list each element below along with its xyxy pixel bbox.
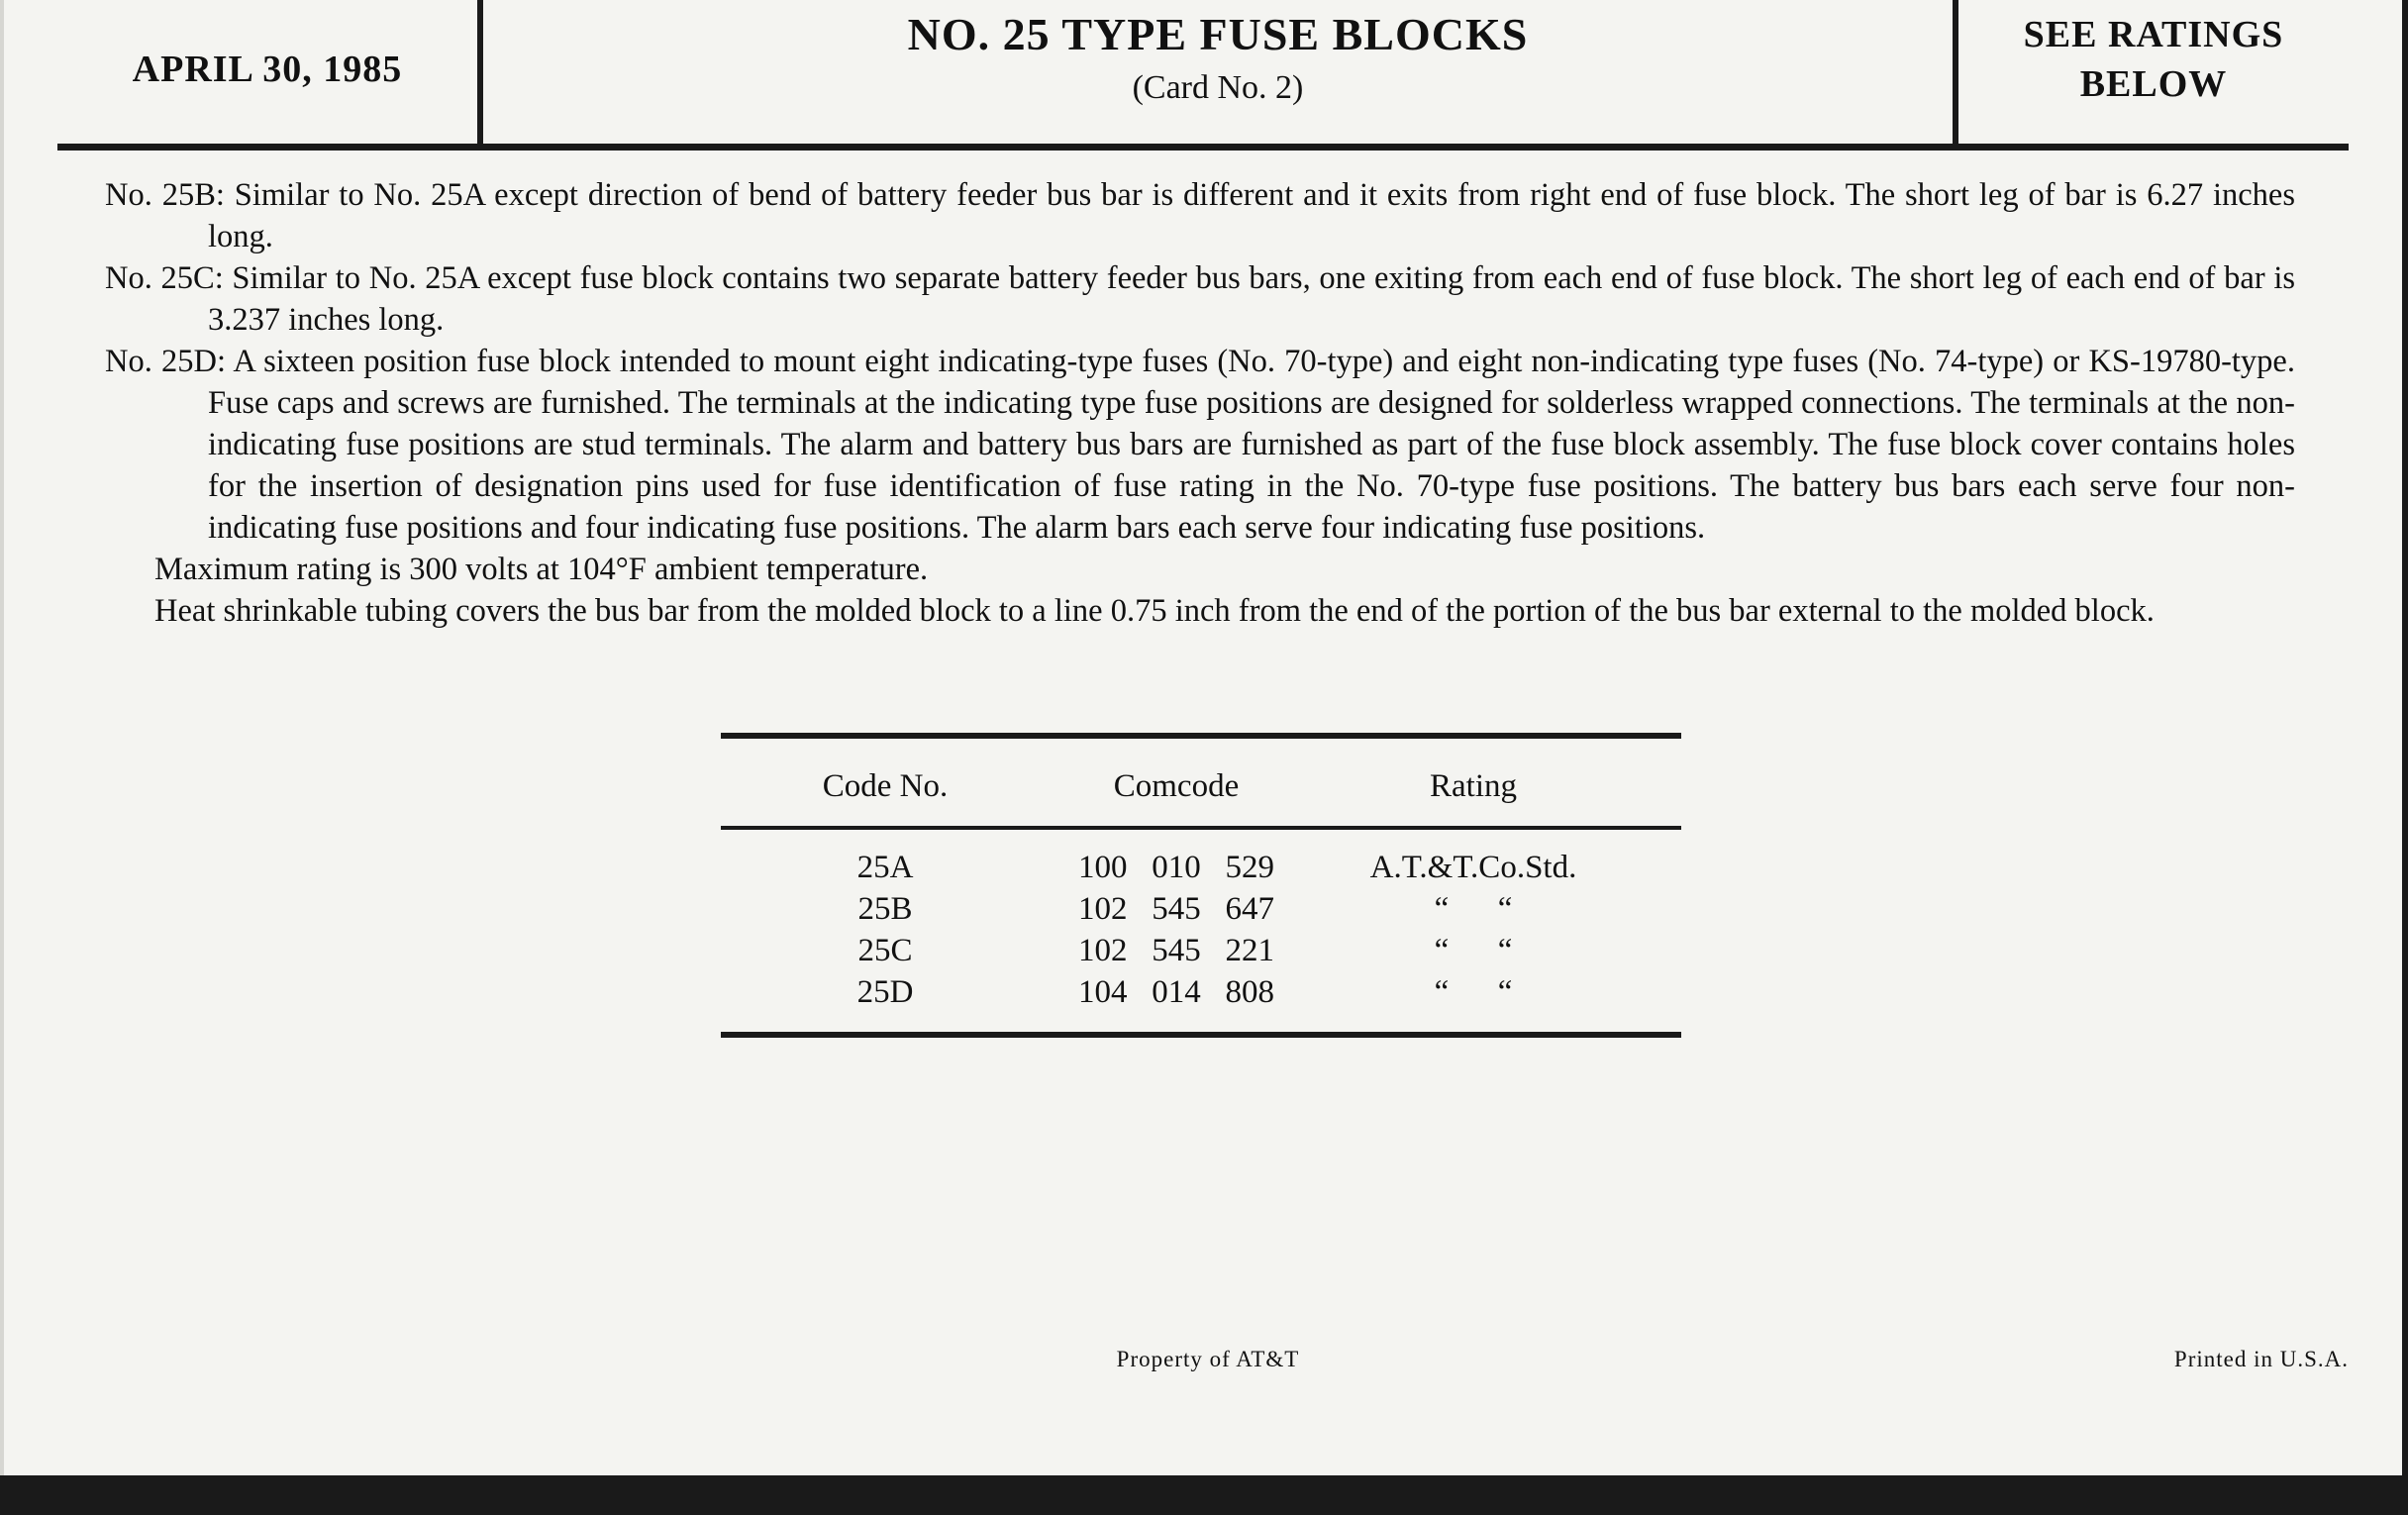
cell-rating: “ “ bbox=[1434, 974, 1513, 1010]
table-row bbox=[721, 891, 1681, 933]
cell-rating: “ “ bbox=[1434, 891, 1513, 927]
header-code-no: Code No. bbox=[822, 768, 949, 804]
cell-rating: A.T.&T.Co.Std. bbox=[1369, 850, 1577, 885]
table-row bbox=[721, 974, 1681, 1016]
ratings-line-2: BELOW bbox=[2079, 63, 2228, 105]
cell-comcode: 100 010 529 bbox=[1078, 850, 1274, 885]
paragraph-25c: No. 25C: Similar to No. 25A except fuse block contains two separate battery feeder bus bars, one exiting from each end of fuse block. The short leg of each end of bar is 3.237 inches long. bbox=[105, 260, 2295, 338]
cell-rating: “ “ bbox=[1434, 933, 1513, 968]
header-title-block bbox=[483, 6, 1953, 113]
footer-property: Property of AT&T bbox=[1116, 1347, 1300, 1371]
cell-code: 25B bbox=[857, 891, 913, 927]
table-row bbox=[721, 933, 1681, 974]
card-header bbox=[57, 0, 2349, 147]
footer-printed: Printed in U.S.A. bbox=[2173, 1347, 2349, 1371]
cell-comcode: 102 545 647 bbox=[1078, 891, 1274, 927]
header-date: APRIL 30, 1985 bbox=[132, 49, 403, 90]
page-title: NO. 25 TYPE FUSE BLOCKS bbox=[907, 9, 1529, 59]
cell-code: 25D bbox=[856, 974, 914, 1010]
table-row bbox=[721, 850, 1681, 891]
cell-code: 25A bbox=[856, 850, 914, 885]
table-body bbox=[721, 830, 1681, 1032]
ratings-table bbox=[721, 733, 1681, 1038]
page-subtitle: (Card No. 2) bbox=[1132, 69, 1304, 106]
paragraph-tubing: Heat shrinkable tubing covers the bus bar from the molded block to a line 0.75 inch from the end of the portion of the bus bar external to the molded block. bbox=[154, 593, 2155, 629]
header-rating: Rating bbox=[1430, 768, 1517, 804]
cell-comcode: 104 014 808 bbox=[1078, 974, 1274, 1010]
table-header bbox=[721, 739, 1681, 826]
paragraph-max-rating: Maximum rating is 300 volts at 104°F ambient temperature. bbox=[154, 552, 929, 587]
table-bottom-rule bbox=[721, 1032, 1681, 1038]
cell-comcode: 102 545 221 bbox=[1078, 933, 1274, 968]
header-ratings-note bbox=[1958, 10, 2349, 109]
ratings-line-1: SEE RATINGS bbox=[2023, 14, 2284, 55]
body-text bbox=[105, 174, 2295, 632]
card-edge bbox=[0, 0, 4, 1475]
cell-code: 25C bbox=[857, 933, 913, 968]
paragraph-25b: No. 25B: Similar to No. 25A except direction of bend of battery feeder bus bar is different and it exits from right end of fuse block. The short leg of bar is 6.27 inches long. bbox=[105, 177, 2295, 254]
header-rule bbox=[57, 144, 2349, 151]
paragraph-25d: No. 25D: A sixteen position fuse block intended to mount eight indicating-type fuses (No. 70-type) and eight non-indicating type fuses (No. 74-type) or KS-19780-type. Fuse caps and screws are furnished. The terminals at the indicating type fuse positions are designed for solderless wrapped connections. The terminals at the non-indicating fuse positions are stud terminals. The alarm and battery bus bars are furnished as part of the fuse block assembly. The fuse block cover contains holes for the insertion of designation pins used for fuse identification of fuse rating in the No. 70-type fuse positions. The battery bus bars each serve four non-indicating fuse positions and four indicating fuse positions. The alarm bars each serve four indicating fuse positions. bbox=[105, 344, 2295, 546]
header-comcode: Comcode bbox=[1113, 768, 1240, 804]
